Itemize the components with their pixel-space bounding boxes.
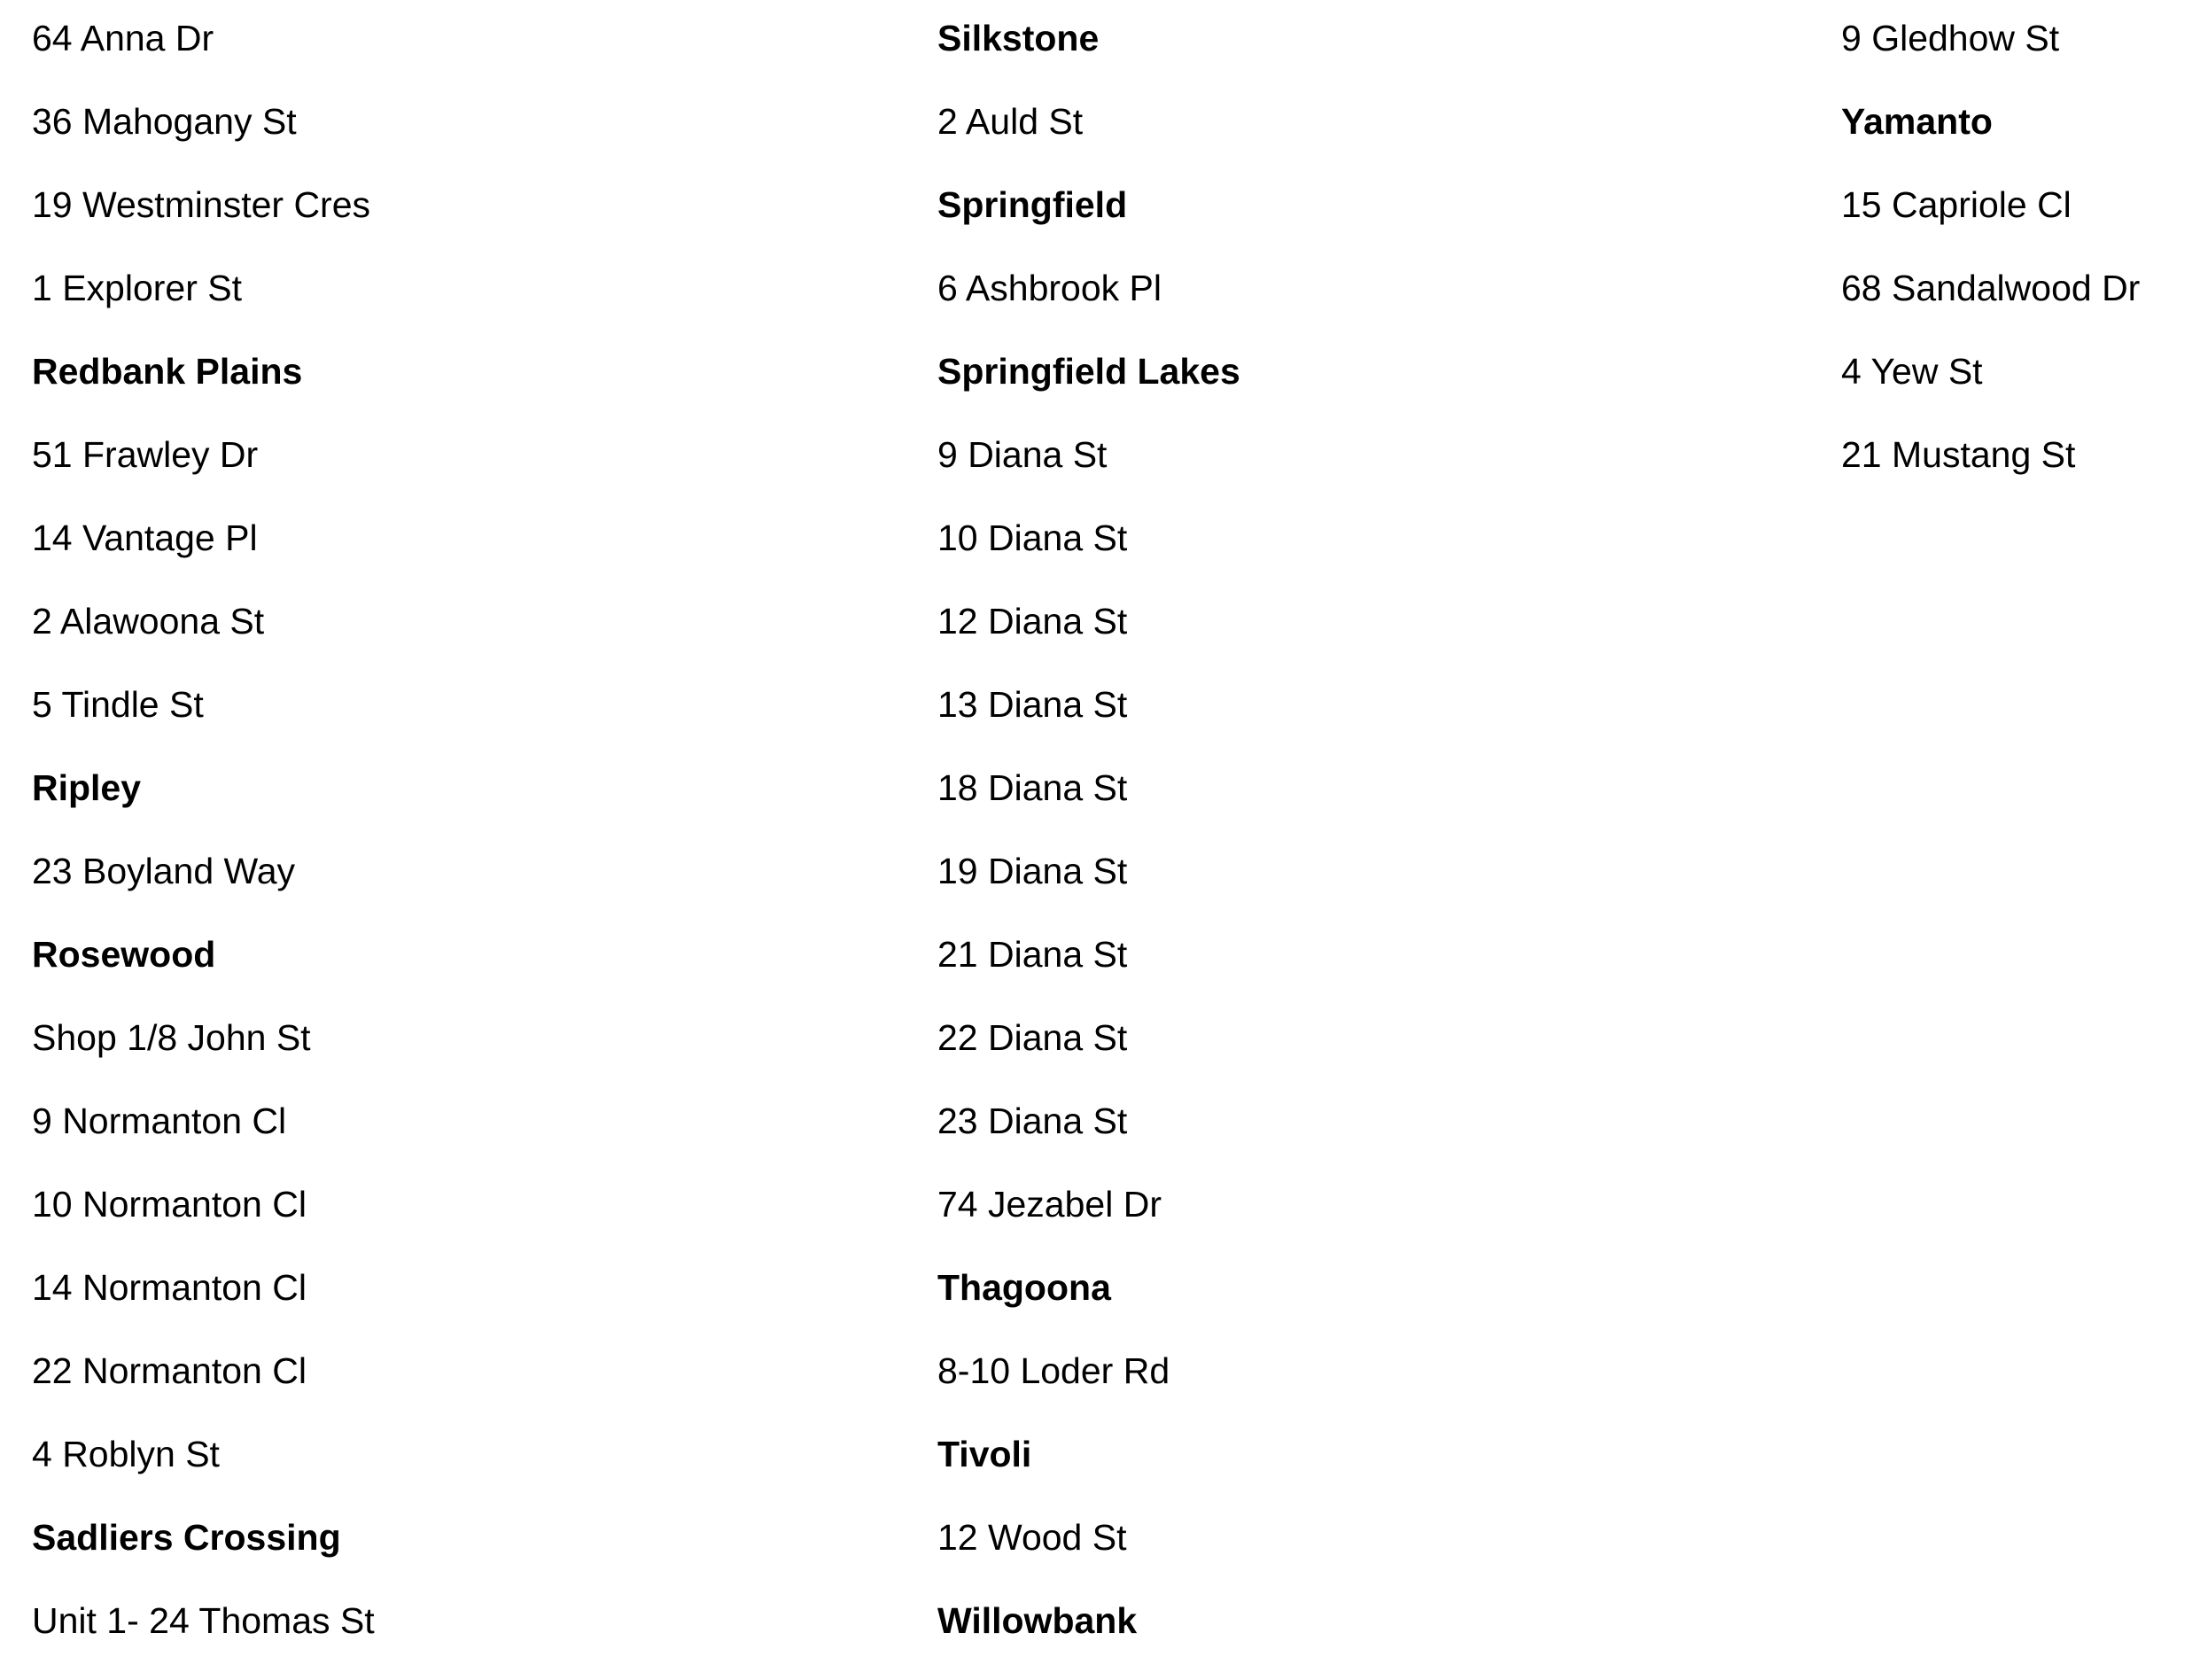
suburb-heading: Yamanto (1841, 101, 1993, 142)
street-address: 5 Tindle St (32, 684, 204, 725)
street-address: Unit 1- 24 Thomas St (32, 1600, 375, 1641)
suburb-heading: Springfield (937, 184, 1128, 225)
street-address: 1 Explorer St (32, 268, 242, 308)
suburb-heading: Silkstone (937, 18, 1100, 58)
address-column-2 (937, 14, 1806, 1680)
street-address: 4 Roblyn St (32, 1434, 220, 1474)
street-address: 51 Frawley Dr (32, 434, 259, 475)
street-address: 22 Diana St (937, 1017, 1128, 1058)
suburb-heading: Thagoona (937, 1267, 1111, 1308)
street-address: 8-10 Loder Rd (937, 1350, 1170, 1391)
street-address: 18 Diana St (937, 767, 1128, 808)
street-address: 64 Anna Dr (32, 18, 214, 58)
street-address: 15 Capriole Cl (1841, 184, 2072, 225)
street-address: 14 Normanton Cl (32, 1267, 307, 1308)
street-address: 12 Diana St (937, 601, 1128, 642)
suburb-heading: Springfield Lakes (937, 351, 1240, 392)
street-address: 9 Normanton Cl (32, 1101, 287, 1141)
street-address: 10 Normanton Cl (32, 1184, 307, 1225)
street-address: 13 Diana St (937, 684, 1128, 725)
address-column-3 (1841, 14, 2196, 514)
street-address: 6 Ashbrook Pl (937, 268, 1162, 308)
street-address: 14 Vantage Pl (32, 517, 258, 558)
street-address: 4 Yew St (1841, 351, 1983, 392)
street-address: 21 Mustang St (1841, 434, 2076, 475)
suburb-heading: Rosewood (32, 934, 216, 975)
suburb-heading: Willowbank (937, 1600, 1138, 1641)
street-address: 19 Diana St (937, 851, 1128, 891)
street-address: 2 Alawoona St (32, 601, 265, 642)
street-address: 23 Boyland Way (32, 851, 296, 891)
suburb-heading: Redbank Plains (32, 351, 303, 392)
street-address: 12 Wood St (937, 1517, 1127, 1558)
street-address: 74 Jezabel Dr (937, 1184, 1162, 1225)
street-address: 19 Westminster Cres (32, 184, 371, 225)
street-address: 9 Gledhow St (1841, 18, 2060, 58)
street-address: 22 Normanton Cl (32, 1350, 307, 1391)
street-address: 36 Mahogany St (32, 101, 297, 142)
street-address: 68 Sandalwood Dr (1841, 268, 2141, 308)
street-address: 9 Diana St (937, 434, 1108, 475)
suburb-heading: Tivoli (937, 1434, 1032, 1474)
street-address: 2 Auld St (937, 101, 1084, 142)
suburb-heading: Ripley (32, 767, 142, 808)
suburb-heading: Sadliers Crossing (32, 1517, 341, 1558)
address-column-1 (32, 14, 900, 1680)
street-address: 23 Diana St (937, 1101, 1128, 1141)
street-address: 21 Diana St (937, 934, 1128, 975)
street-address: 10 Diana St (937, 517, 1128, 558)
street-address: Shop 1/8 John St (32, 1017, 311, 1058)
